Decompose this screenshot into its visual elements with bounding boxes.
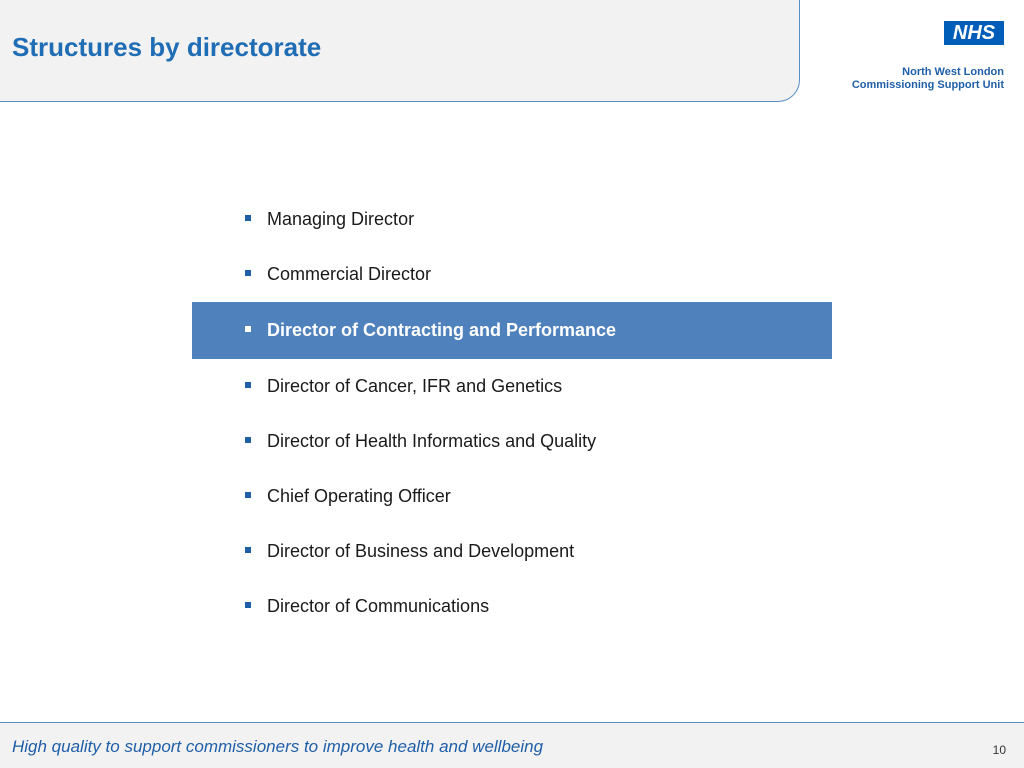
directorate-list	[192, 192, 832, 634]
list-item-label: Director of Cancer, IFR and Genetics	[267, 376, 563, 396]
list-item-health-informatics	[192, 414, 832, 469]
list-item-business-development	[192, 524, 832, 579]
list-item-chief-operating-officer	[192, 469, 832, 524]
title-panel	[0, 0, 800, 102]
bullet-icon	[245, 602, 251, 608]
list-item-label: Commercial Director	[267, 264, 432, 284]
nhs-badge: NHS	[944, 21, 1004, 45]
list-item-contracting-performance	[192, 302, 832, 359]
org-name-line2: Commissioning Support Unit	[851, 79, 1004, 91]
bullet-icon	[245, 326, 251, 332]
footer-tagline: High quality to support commissioners to improve health and wellbeing	[12, 737, 544, 756]
list-item-managing-director	[192, 192, 832, 247]
list-item-cancer-ifr-genetics	[192, 359, 832, 414]
footer	[0, 722, 1024, 768]
bullet-icon	[245, 270, 251, 276]
list-item-commercial-director	[192, 247, 832, 302]
list-item-label: Director of Health Informatics and Quality	[267, 431, 597, 451]
list-item-label: Director of Business and Development	[267, 541, 575, 561]
nhs-logo	[816, 21, 1006, 96]
bullet-icon	[245, 437, 251, 443]
page-number: 10	[992, 743, 1006, 757]
list-item-label: Director of Contracting and Performance	[267, 320, 617, 340]
list-item-label: Chief Operating Officer	[267, 486, 451, 506]
page-title: Structures by directorate	[12, 32, 322, 62]
bullet-icon	[245, 547, 251, 553]
org-name-line1: North West London	[902, 66, 1004, 78]
list-item-label: Managing Director	[267, 209, 415, 229]
bullet-icon	[245, 492, 251, 498]
bullet-icon	[245, 382, 251, 388]
bullet-icon	[245, 215, 251, 221]
list-item-communications	[192, 579, 832, 634]
list-item-label: Director of Communications	[267, 596, 490, 616]
